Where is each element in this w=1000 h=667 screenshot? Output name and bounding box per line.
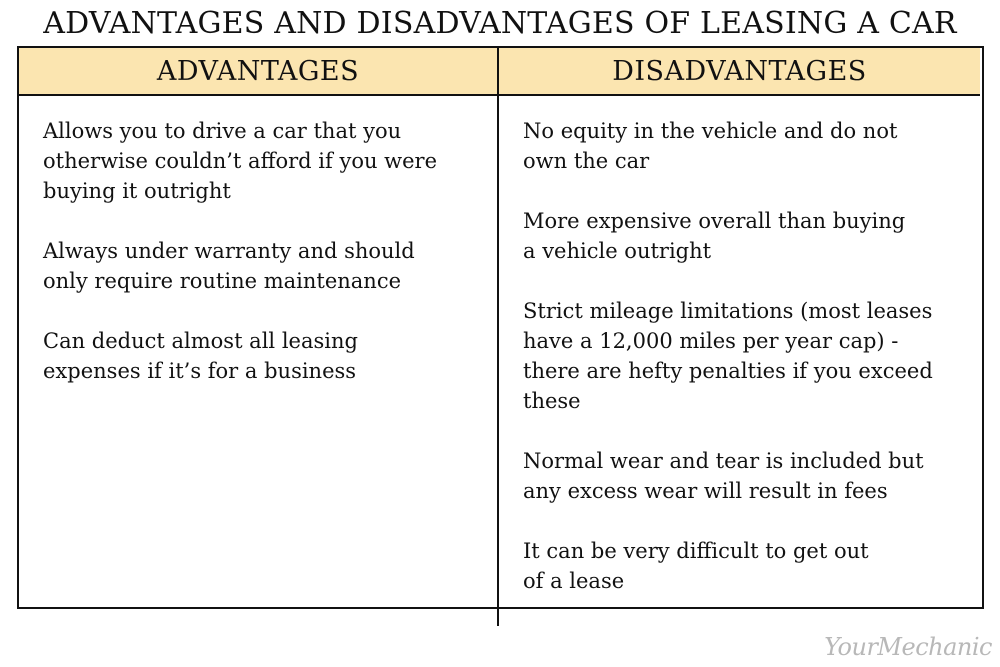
advantages-header: ADVANTAGES xyxy=(19,48,499,96)
advantage-item: Allows you to drive a car that you otherwise couldn’t afford if you were buying it outright xyxy=(43,119,438,203)
comparison-table xyxy=(17,46,984,609)
yourmechanic-watermark: YourMechanic xyxy=(824,633,992,661)
disadvantages-column xyxy=(499,96,980,626)
disadvantages-header: DISADVANTAGES xyxy=(499,48,980,96)
disadvantage-item: Normal wear and tear is included but any excess wear will result in fees xyxy=(523,449,924,503)
advantages-column xyxy=(19,96,499,626)
advantage-item: Can deduct almost all leasing expenses if it’s for a business xyxy=(43,329,358,383)
page-title: ADVANTAGES AND DISADVANTAGES OF LEASING A CAR xyxy=(43,6,957,41)
advantage-item: Always under warranty and should only require routine maintenance xyxy=(43,239,415,293)
disadvantage-item: No equity in the vehicle and do not own the car xyxy=(523,119,898,173)
disadvantage-item: It can be very difficult to get out of a lease xyxy=(523,539,869,593)
disadvantage-item: More expensive overall than buying a vehicle outright xyxy=(523,209,906,263)
disadvantage-item: Strict mileage limitations (most leases have a 12,000 miles per year cap) - there are hefty penalties if you exceed these xyxy=(523,299,933,413)
